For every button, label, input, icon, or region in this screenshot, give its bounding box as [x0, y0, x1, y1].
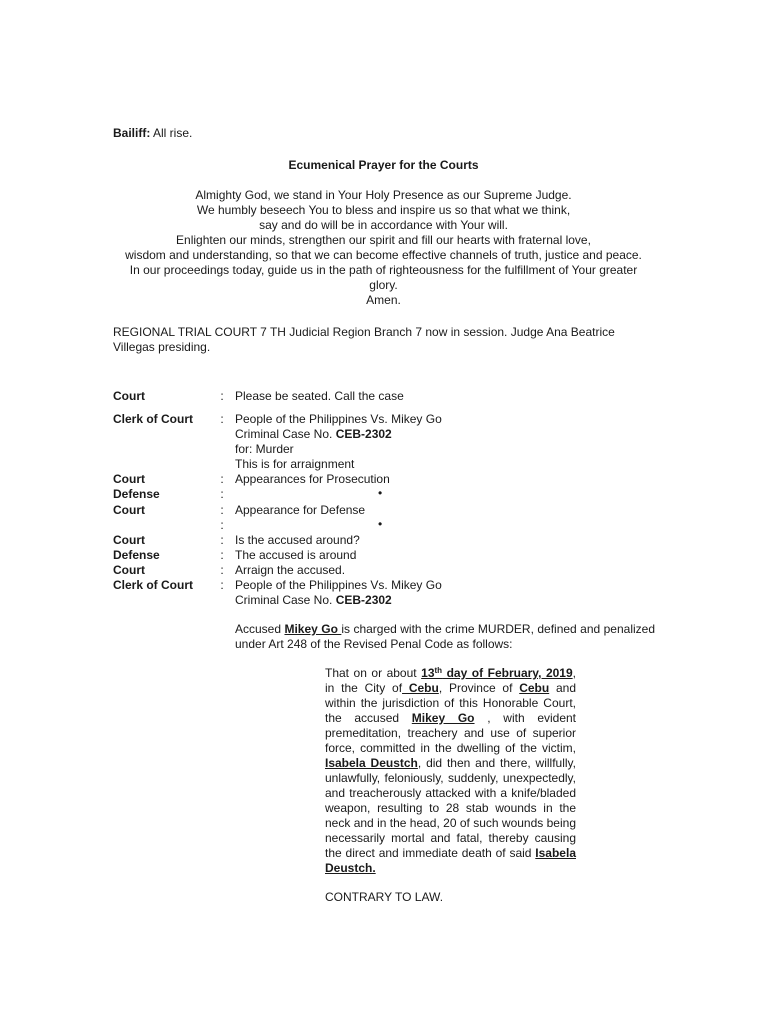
speaker-label: Court — [113, 563, 145, 577]
dialogue-row — [113, 412, 673, 427]
dialogue-row — [113, 548, 673, 563]
info-text: , with evident premeditation, treachery and use of superior force, committed in the dwelling of the victim, — [325, 711, 577, 755]
dialogue-text — [235, 593, 392, 608]
information-paragraph — [325, 666, 576, 876]
accused-name: Mikey Go — [284, 622, 342, 636]
speaker-label: Clerk of Court — [113, 578, 194, 592]
info-text: and within the jurisdiction of this Honorable Court, the accused — [325, 681, 577, 725]
prayer-line: We humbly beseech You to bless and inspire us so that what we think, — [196, 203, 571, 217]
dialogue-text: for: Murder — [235, 442, 294, 456]
dialogue-row — [113, 487, 673, 502]
info-text: , did then and there, willfully, unlawfully, feloniously, suddenly, unexpectedly, and treacherously attacked with a knife/bladed weapon, resulting to 28 stab wounds in the neck and in the head, 20 of such wounds being necessarily mortal and fatal, thereby causing the direct and immediate death of said — [325, 756, 576, 860]
colon: : — [220, 563, 224, 577]
prayer-line: In our proceedings today, guide us in the path of righteousness for the fulfillment of Your greater — [129, 263, 638, 277]
dialogue-row — [113, 457, 673, 472]
victim-name: Isabela Deustch. — [325, 846, 576, 875]
dialogue-text: People of the Philippines Vs. Mikey Go — [235, 412, 442, 426]
prayer-line: wisdom and understanding, so that we can become effective channels of truth, justice and peace. — [125, 248, 642, 262]
city-name: Cebu — [402, 681, 439, 695]
charge-paragraph — [235, 622, 655, 652]
announcement-line: REGIONAL TRIAL COURT 7 TH Judicial Region Branch 7 now in session. Judge Ana Beatrice — [113, 325, 615, 339]
colon: : — [220, 503, 224, 517]
colon: : — [220, 412, 224, 426]
case-label: Criminal Case No. — [235, 427, 336, 441]
prayer-line: glory. — [369, 278, 398, 292]
dialogue-row — [113, 427, 673, 442]
case-number: CEB-2302 — [335, 427, 392, 441]
date-suffix: th — [434, 666, 443, 675]
dialogue-row — [113, 533, 673, 548]
bailiff-text: All rise. — [153, 126, 193, 140]
info-text: That on or about — [325, 666, 422, 680]
case-label: Criminal Case No. — [235, 593, 336, 607]
dialogue-text: People of the Philippines Vs. Mikey Go — [235, 578, 442, 592]
dialogue-row — [113, 442, 673, 457]
dialogue-text: Is the accused around? — [235, 533, 360, 547]
charge-text: is charged with the crime MURDER, defined and penalized under Art 248 of the Revised Penal Code as follows: — [235, 622, 655, 651]
prayer-line: Enlighten our minds, strengthen our spirit and fill our hearts with fraternal love, — [176, 233, 591, 247]
dialogue-row — [113, 563, 673, 578]
colon: : — [220, 472, 224, 486]
dialogue-text: Appearances for Prosecution — [235, 472, 390, 486]
accused-name: Mikey Go — [411, 711, 475, 725]
dialogue-text: This is for arraignment — [235, 457, 355, 471]
dialogue-row — [113, 593, 673, 608]
bullet-icon: • — [378, 517, 383, 531]
colon: : — [220, 487, 224, 501]
dialogue-text: Appearance for Defense — [235, 503, 366, 517]
info-text: , in the City of — [325, 666, 576, 695]
speaker-label: Court — [113, 533, 145, 547]
dialogue-text: The accused is around — [235, 548, 357, 562]
speaker-label: Court — [113, 472, 145, 486]
dialogue-row — [113, 503, 673, 518]
colon: : — [220, 533, 224, 547]
colon: : — [220, 548, 224, 562]
announcement-line: Villegas presiding. — [113, 340, 211, 354]
charge-text: Accused — [235, 622, 285, 636]
offense-date — [421, 666, 573, 680]
bullet-icon: • — [378, 486, 383, 500]
info-text: , Province of — [438, 681, 520, 695]
dialogue-text — [235, 427, 392, 442]
prayer-line: Almighty God, we stand in Your Holy Presence as our Supreme Judge. — [195, 188, 572, 202]
date-rest: day of February, 2019 — [442, 666, 573, 680]
case-number: CEB-2302 — [335, 593, 392, 607]
bailiff-speaker: Bailiff: — [113, 126, 151, 140]
colon: : — [220, 389, 224, 403]
prayer-line: Amen. — [366, 293, 401, 307]
speaker-label: Defense — [113, 487, 160, 501]
speaker-label: Court — [113, 389, 145, 403]
victim-name: Isabela Deustch — [325, 756, 418, 770]
speaker-label: Clerk of Court — [113, 412, 194, 426]
prayer-body — [113, 188, 654, 308]
dialogue-text: Please be seated. Call the case — [235, 389, 404, 403]
date-day: 13 — [421, 666, 435, 680]
colon: : — [220, 518, 224, 532]
province-name: Cebu — [519, 681, 550, 695]
colon: : — [220, 578, 224, 592]
dialogue-row — [113, 389, 673, 404]
dialogue-row — [113, 472, 673, 487]
closing-statement: CONTRARY TO LAW. — [325, 890, 444, 904]
speaker-label: Court — [113, 503, 145, 517]
dialogue-row — [113, 578, 673, 593]
prayer-line: say and do will be in accordance with Your will. — [259, 218, 508, 232]
dialogue-row — [113, 518, 673, 533]
speaker-label: Defense — [113, 548, 160, 562]
bailiff-line — [113, 126, 192, 141]
dialogue-text: Arraign the accused. — [235, 563, 346, 577]
prayer-title: Ecumenical Prayer for the Courts — [288, 158, 479, 172]
court-announcement — [113, 325, 673, 355]
